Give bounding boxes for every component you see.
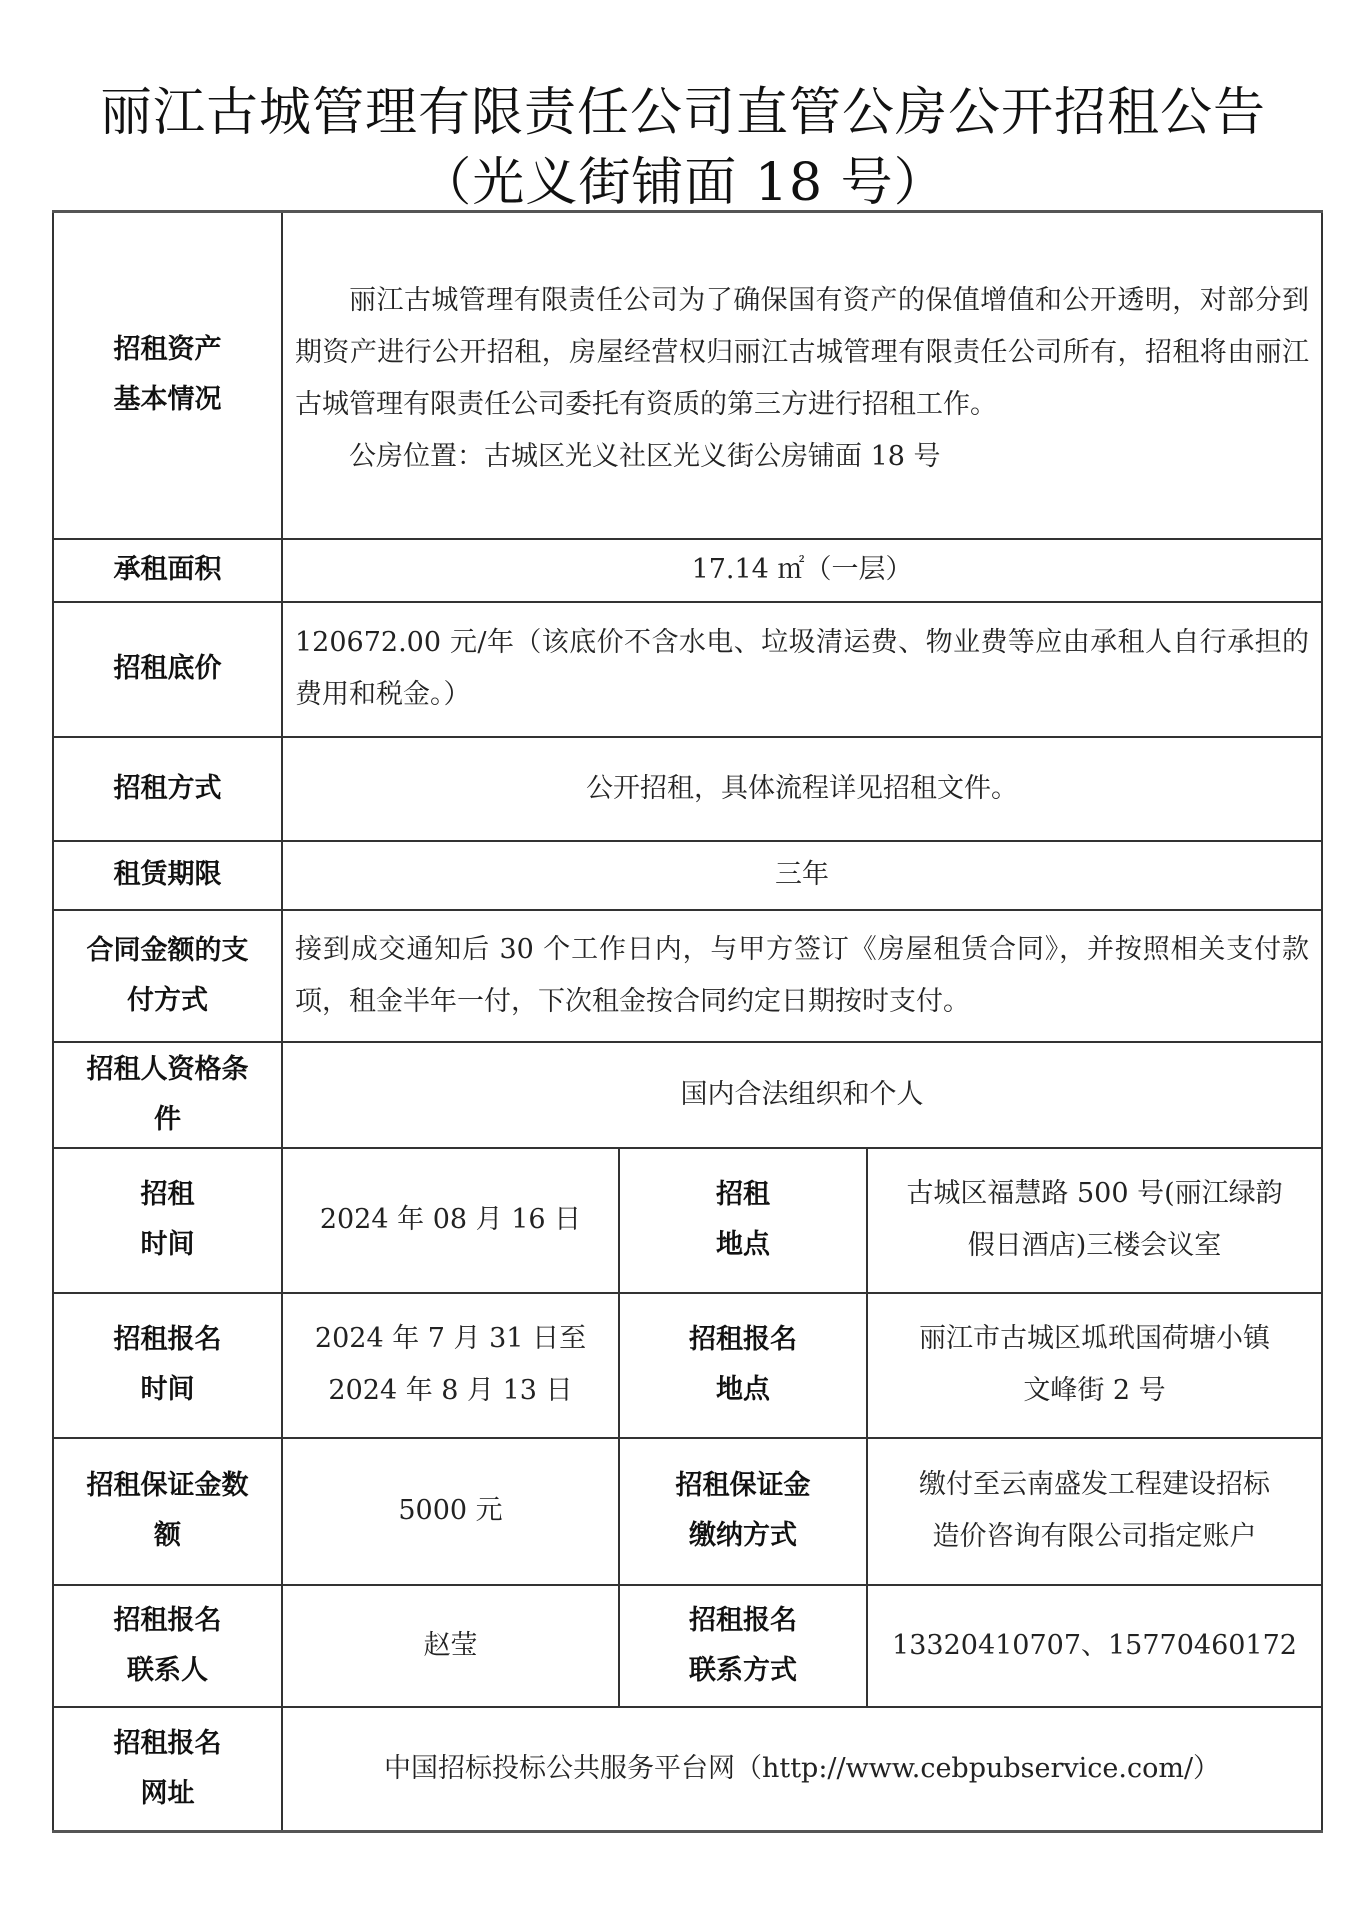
label-base-price: 招租底价 (53, 602, 282, 737)
value-contact-phone: 13320410707、15770460172 (867, 1585, 1322, 1707)
label-line: 基本情况 (113, 384, 222, 416)
property-location: 公房位置：古城区光义社区光义街公房铺面 18 号 (349, 441, 941, 473)
table-row-contact (53, 1585, 1322, 1707)
label-line: 招租报名 (689, 1604, 797, 1636)
announcement-table (52, 210, 1323, 1833)
label-registration-place (619, 1293, 867, 1438)
label-line: 招租人资格条 (86, 1053, 249, 1085)
base-price-text: 120672.00 元/年（该底价不含水电、垃圾清运费、物业费等应由承租人自行承担的费用和税金。） (295, 627, 1310, 710)
label-area: 承租面积 (53, 539, 282, 602)
value-tender-place (867, 1148, 1322, 1293)
label-line: 时间 (140, 1374, 195, 1405)
value-basic-info (282, 212, 1322, 539)
document-subtitle: （光义街铺面 18 号） (419, 153, 947, 213)
label-contact-person (53, 1585, 282, 1707)
label-qualification (53, 1042, 282, 1148)
label-line: 招租报名 (113, 1604, 222, 1636)
label-line: 地点 (716, 1229, 770, 1260)
table-row-qualification (53, 1042, 1322, 1148)
label-website (53, 1707, 282, 1832)
label-line: 网址 (140, 1777, 195, 1809)
label-line: 招租资产 (113, 334, 222, 366)
table-row-deposit (53, 1438, 1322, 1585)
document-title: 丽江古城管理有限责任公司直管公房公开招租公告 (99, 83, 1266, 143)
value-method: 公开招租，具体流程详见招租文件。 (282, 737, 1322, 841)
table-row-lease-term (53, 841, 1322, 910)
label-line: 时间 (140, 1229, 195, 1260)
label-line: 联系人 (127, 1654, 208, 1686)
value-website: 中国招标投标公共服务平台网（http://www.cebpubservice.com/） (282, 1707, 1322, 1832)
value-line: 造价咨询有限公司指定账户 (932, 1521, 1257, 1552)
value-line: 古城区福慧路 500 号(丽江绿韵 (906, 1178, 1283, 1209)
label-line: 招租 (716, 1179, 770, 1210)
label-line: 招租保证金数 (86, 1470, 249, 1501)
table-row-basic-info (53, 212, 1322, 539)
label-line: 招租保证金 (675, 1470, 811, 1501)
label-tender-place (619, 1148, 867, 1293)
basic-info-paragraph: 丽江古城管理有限责任公司为了确保国有资产的保值增值和公开透明，对部分到期资产进行公开招租，房屋经营权归丽江古城管理有限责任公司所有，招租将由丽江古城管理有限责任公司委托有资质的第三方进行招租工作。 (295, 285, 1310, 421)
label-registration-time (53, 1293, 282, 1438)
table-row-website (53, 1707, 1322, 1832)
payment-text: 接到成交通知后 30 个工作日内，与甲方签订《房屋租赁合同》，并按照相关支付款项，租金半年一付，下次租金按合同约定日期按时支付。 (295, 933, 1310, 1017)
table-row-area (53, 539, 1322, 602)
label-line: 招租 (140, 1179, 195, 1210)
value-deposit-amount: 5000 元 (282, 1438, 619, 1585)
value-line: 文峰街 2 号 (1023, 1375, 1166, 1406)
table-row-method (53, 737, 1322, 841)
value-line: 假日酒店)三楼会议室 (967, 1230, 1222, 1261)
label-line: 招租报名 (113, 1727, 222, 1759)
table-row-registration (53, 1293, 1322, 1438)
label-basic-info (53, 212, 282, 539)
value-tender-time: 2024 年 08 月 16 日 (282, 1148, 619, 1293)
value-payment (282, 910, 1322, 1042)
label-line: 合同金额的支 (86, 934, 249, 966)
label-tender-time (53, 1148, 282, 1293)
value-contact-person: 赵莹 (282, 1585, 619, 1707)
label-line: 额 (154, 1520, 181, 1551)
label-contact-phone (619, 1585, 867, 1707)
value-line: 缴付至云南盛发工程建设招标 (919, 1469, 1271, 1500)
value-deposit-method (867, 1438, 1322, 1585)
label-line: 地点 (716, 1374, 770, 1405)
label-line: 付方式 (127, 984, 208, 1016)
value-line: 丽江市古城区坬玳国荷塘小镇 (919, 1323, 1271, 1354)
label-line: 联系方式 (689, 1654, 797, 1686)
value-line: 2024 年 7 月 31 日至 (314, 1323, 587, 1354)
label-deposit-amount (53, 1438, 282, 1585)
label-method: 招租方式 (53, 737, 282, 841)
value-registration-time (282, 1293, 619, 1438)
value-line: 2024 年 8 月 13 日 (328, 1375, 573, 1406)
label-line: 招租报名 (113, 1324, 222, 1355)
label-line: 缴纳方式 (689, 1520, 797, 1551)
label-deposit-method (619, 1438, 867, 1585)
label-line: 招租报名 (689, 1324, 797, 1355)
value-registration-place (867, 1293, 1322, 1438)
value-area: 17.14 ㎡（一层） (282, 539, 1322, 602)
label-payment (53, 910, 282, 1042)
value-base-price (282, 602, 1322, 737)
table-row-payment (53, 910, 1322, 1042)
label-line: 件 (154, 1103, 181, 1135)
value-lease-term: 三年 (282, 841, 1322, 910)
table-row-base-price (53, 602, 1322, 737)
table-row-tender (53, 1148, 1322, 1293)
value-qualification: 国内合法组织和个人 (282, 1042, 1322, 1148)
label-lease-term: 租赁期限 (53, 841, 282, 910)
